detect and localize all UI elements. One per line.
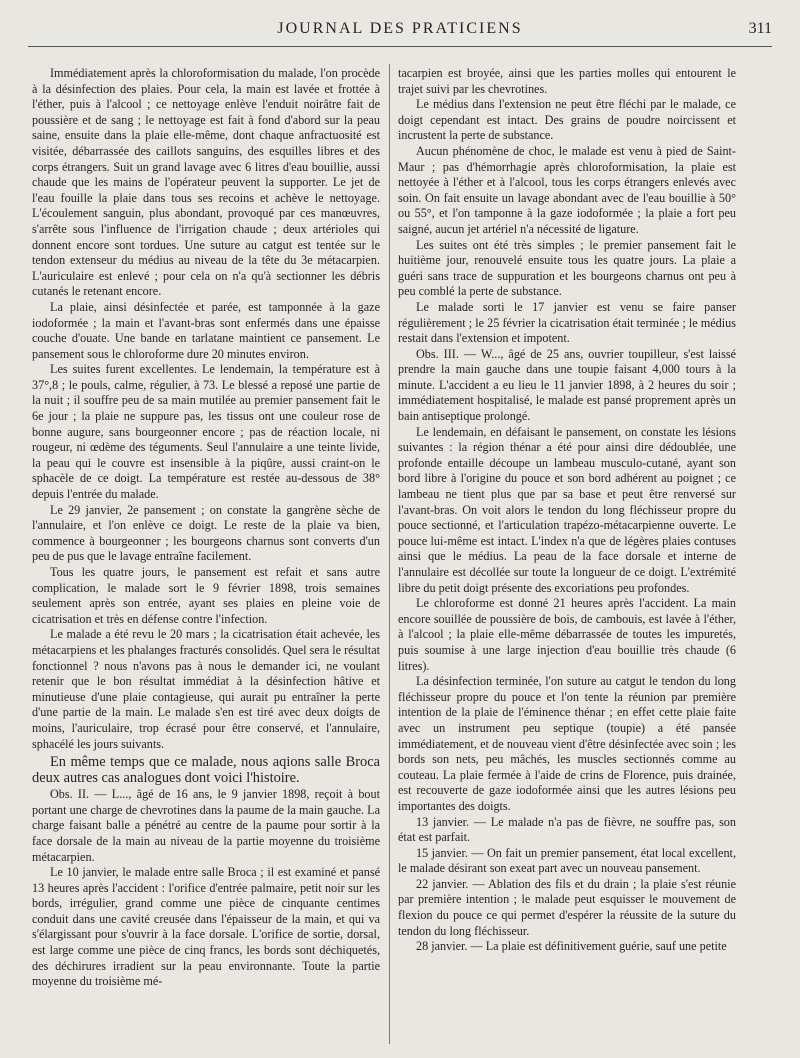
paragraph: Le 10 janvier, le malade entre salle Broca ; il est examiné et pansé 13 heures après l'accident : l'orifice d'entrée palmaire, petit noir sur les bords, irrégulier, grand comme une pièce de cinquante centimes conduit dans une cavité creusée dans l'épaisseur de la main, et qui va s'élargissant pour s'ouvrir à la face dorsale. L'orifice de sortie, dorsal, est large comme une pièce de cinq francs, les bords sont déchiquetés, des déchirures irradient sur la peau environnante. Toute la partie moyenne du troisième mé- bbox=[32, 865, 380, 989]
paragraph: Le chloroforme est donné 21 heures après l'accident. La main encore souillée de poussière de bois, de cambouis, est lavée à l'éther, à l'alcool ; la plaie elle-même débarrassée de toutes les impuretés, puis soumise à une large injection d'eau bouillie très chaude (6 litres). bbox=[398, 596, 736, 673]
paragraph: Obs. III. — W..., âgé de 25 ans, ouvrier toupilleur, s'est laissé prendre la main gauche dans une toupie faisant 4,000 tours à la minute. L'accident a eu lieu le 11 janvier 1898, à 2 heures du soir ; immédiatement hospitalisé, le malade est pansé proprement après un bain antiseptique prolongé. bbox=[398, 346, 736, 424]
lead-paragraph: En même temps que ce malade, nous aqions salle Broca deux autres cas analogues dont voici l'histoire. bbox=[32, 754, 380, 787]
paragraph: Immédiatement après la chloroformisation du malade, l'on procède à la désinfection des plaies. Pour cela, la main est lavée et frottée à l'éther, puis à l'alcool ; ce nettoyage enlève l'enduit noirâtre fait de poussière et de sang ; le nettoyage est fait à fond d'abord sur la peau saine, ensuite dans la plaie elle-même, dont chaque anfractuosité est visitée, débarrassée des caillots sanguins, des esquilles libres et des corps étrangers. Suit un grand lavage avec 6 litres d'eau bouillie, aussi chaude que les mains de l'opérateur peuvent la supporter. Le jet de l'eau fouille la plaie dans tous ses recoins et achève le nettoyage. L'écoulement sanguin, plus abondant, provoqué par ces manœuvres, s'arrête sous l'influence de l'irrigation chaude ; deux artérioles qui donnent encore sont tordues. Une suture au catgut est tentée sur le tendon extenseur du médius au niveau de la tête du 3e métacarpien. L'auriculaire est enlevé ; pour cela on n'a qu'à sectionner les débris cutanés le retenant encore. bbox=[32, 66, 380, 299]
page-number: 311 bbox=[748, 20, 772, 37]
header-rule bbox=[28, 46, 772, 47]
right-column bbox=[398, 66, 736, 1046]
paragraph: Obs. II. — L..., âgé de 16 ans, le 9 janvier 1898, reçoit à bout portant une charge de chevrotines dans la paume de la main gauche. La charge faisant balle a pénétré au centre de la paume pour sortir à la face dorsale de la main au niveau de la partie moyenne du troisième métacarpien. bbox=[32, 787, 380, 864]
paragraph: 28 janvier. — La plaie est définitivement guérie, sauf une petite bbox=[416, 939, 727, 954]
page-header bbox=[28, 20, 772, 44]
paragraph: La plaie, ainsi désinfectée et parée, est tamponnée à la gaze iodoformée ; la main et l'avant-bras sont enfermés dans une épaisse couche d'ouate. Une bande en tarlatane maintient ce pansement. Le pansement sous le chloroforme dure 20 minutes environ. bbox=[32, 299, 380, 361]
paragraph: Les suites ont été très simples ; le premier pansement fait le huitième jour, renouvelé ensuite tous les quatre jours. La plaie a guéri sans trace de suppuration et les bourgeons charnus ont peu à peu comblé la perte de substance. bbox=[398, 237, 736, 299]
paragraph: 15 janvier. — On fait un premier pansement, état local excellent, le malade désirant son exeat part avec un nouveau pansement. bbox=[398, 845, 736, 876]
paragraph: Le malade a été revu le 20 mars ; la cicatrisation était achevée, les métacarpiens et les phalanges fracturés consolidés. Quel sera le résultat fonctionnel ? nous n'avons pas à nous le demander ici, ne voulant retenir que le bon résultat immédiat à la désinfection hâtive et minutieuse d'une plaie contagieuse, qui aurait pu entraîner la perte d'une partie de la main. Le malade s'en est tiré avec deux doigts de moins, l'auriculaire, trop écrasé pour être conservé, et l'annulaire, sphacélé les jours suivants. bbox=[32, 627, 380, 751]
paragraph: Aucun phénomène de choc, le malade est venu à pied de Saint-Maur ; pas d'hémorrhagie après chloroformisation, la plaie est nettoyée à l'éther et à l'alcool, tous les corps étrangers enlevés avec soin. On fait ensuite un lavage abondant avec de l'eau bouillie à 50° ou 55°, et l'on tamponne à la gaze iodoformée ; la plaie a fort peu saigné, aucun jet artériel n'a nécessité de ligature. bbox=[398, 143, 736, 236]
paragraph: 22 janvier. — Ablation des fils et du drain ; la plaie s'est réunie par première intention ; le malade peut esquisser le mouvement de flexion du pouce ce qui permet d'espérer la réussite de la suture du tendon du long fléchisseur. bbox=[398, 876, 736, 938]
paragraph: Le malade sorti le 17 janvier est venu se faire panser régulièrement ; le 25 février la cicatrisation était terminée ; le médius restait dans l'extension et impotent. bbox=[398, 299, 736, 346]
paragraph: Le 29 janvier, 2e pansement ; on constate la gangrène sèche de l'annulaire, et l'on enlève ce doigt. Le reste de la plaie va bien, commence à bourgeonner ; les bourgeons charnus sont converts d'un peu de pus que le lavage entraîne facilement. bbox=[32, 502, 380, 564]
column-divider bbox=[389, 64, 390, 1044]
left-column bbox=[32, 66, 380, 1046]
paragraph: La désinfection terminée, l'on suture au catgut le tendon du long fléchisseur propre du pouce et l'on tente la réunion par première intention de la plaie de l'éminence thénar ; en effet cette plaie faite avec un instrument peu septique (toupie) a été pansée immédiatement, et de nouveau vient d'être désinfectée avec soin ; les bords son nets, peu mâchés, les muscles sectionnés comme au couteau. La plaie fermée à l'aide de crins de Florence, puis drainée, est recouverte de gaze iodoformée ainsi que les autres lésions peu importantes des doigts. bbox=[398, 674, 736, 813]
paragraph: Tous les quatre jours, le pansement est refait et sans autre complication, le malade sort le 9 février 1898, trois semaines seulement après son entrée, ayant ses plaies en pleine voie de cicatrisation et très en défense contre l'infection. bbox=[32, 565, 380, 626]
paragraph: Le lendemain, en défaisant le pansement, on constate les lésions suivantes : la région thénar a été pour ainsi dire dédoublée, une profonde entaille découpe un lambeau musculo-cutané, ayant son bord libre à l'origine du pouce et son bord adhérent au poignet ; ce lambeau ne tient plus que par sa base et peut être renversé sur l'avant-bras. On voit alors le tendon du long fléchisseur propre du pouce sectionné, et l'articulation trapézo-métacarpienne ouverte. Le pouce lui-même est intact. L'index n'a que de légères plaies contuses ainsi que le médius. La peau de la face dorsale et interne de l'annulaire est décollée sur toute la longueur de ce doigt. L'extrémité libre du petit doigt présente des excoriations peu profondes. bbox=[398, 424, 736, 595]
paragraph: Les suites furent excellentes. Le lendemain, la température est à 37°,8 ; le pouls, calme, régulier, à 73. Le blessé a reposé une partie de la nuit ; il souffre peu de sa main mutilée au premier pansement fait le 6e jour ; la plaie ne suppure pas, les tissus ont une couleur rose de bonne augure, sans bourgeonner encore ; pas de réaction locale, ni rougeur, ni œdème des téguments. Seul l'annulaire a une teinte livide, la peau qui le couvre est insensible à la piqûre, aussi craint-on le sphacèle de ce doigt. La température est restée au-dessous de 38° depuis l'entrée du malade. bbox=[32, 362, 380, 502]
paragraph: tacarpien est broyée, ainsi que les parties molles qui entourent le trajet suivi par les chevrotines. bbox=[398, 66, 736, 96]
paragraph: Le médius dans l'extension ne peut être fléchi par le malade, ce doigt cependant est intact. Des grains de poudre noircissent et incrustent la perte de substance. bbox=[398, 97, 736, 143]
running-title: JOURNAL DES PRATICIENS bbox=[277, 20, 523, 37]
paragraph: 13 janvier. — Le malade n'a pas de fièvre, ne souffre pas, son état est parfait. bbox=[398, 814, 736, 845]
